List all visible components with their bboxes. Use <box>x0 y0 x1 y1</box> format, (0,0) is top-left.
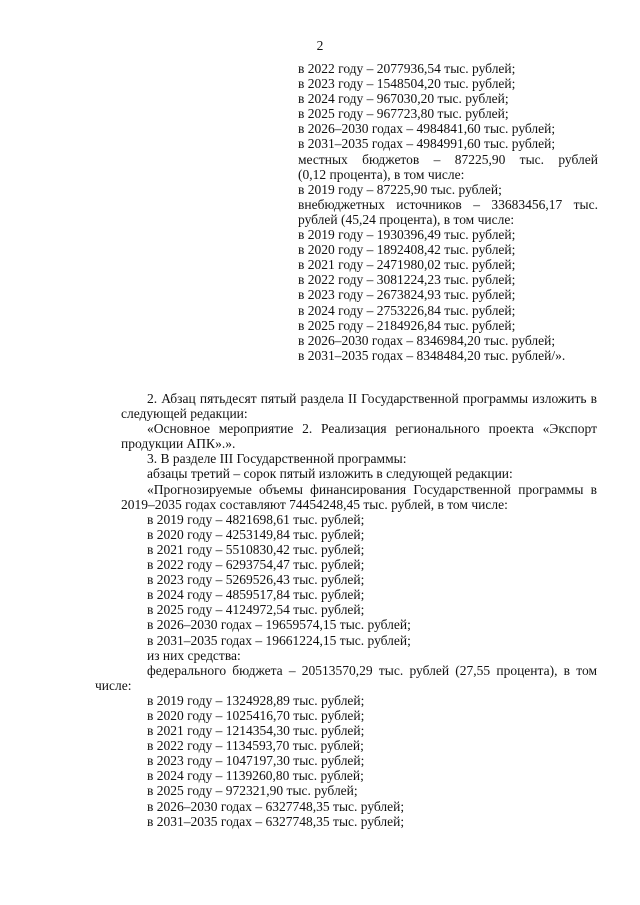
list-item: в 2023 году – 5269526,43 тыс. рублей; <box>147 572 365 588</box>
list-item: в 2020 году – 1892408,42 тыс. рублей; <box>298 242 516 258</box>
list-item: в 2019 году – 87225,90 тыс. рублей; <box>298 181 502 197</box>
list-item: в 2025 году – 972321,90 тыс. рублей; <box>147 783 358 799</box>
list-item: в 2025 году – 967723,80 тыс. рублей; <box>298 106 509 122</box>
list-item: в 2026–2030 годах – 6327748,35 тыс. рублей; <box>147 798 405 814</box>
list-item: в 2023 году – 2673824,93 тыс. рублей; <box>298 287 516 303</box>
list-item: в 2026–2030 годах – 4984841,60 тыс. рублей; <box>298 121 556 137</box>
list-item: в 2024 году – 967030,20 тыс. рублей; <box>298 91 509 107</box>
list-item: в 2021 году – 5510830,42 тыс. рублей; <box>147 541 365 557</box>
list-item: в 2026–2030 годах – 19659574,15 тыс. рублей; <box>147 617 411 633</box>
list-item: в 2019 году – 1324928,89 тыс. рублей; <box>147 692 365 708</box>
section2-paragraph: 2. Абзац пятьдесят пятый раздела II Государственной программы изложить в следующей редакции: <box>121 391 597 422</box>
list-item: в 2023 году – 1548504,20 тыс. рублей; <box>298 76 516 92</box>
list-item: в 2031–2035 годах – 4984991,60 тыс. рублей; <box>298 136 556 152</box>
local-budget-line: местных бюджетов – 87225,90 тыс. рублей <box>298 151 598 167</box>
section3-subheading: абзацы третий – сорок пятый изложить в следующей редакции: <box>147 466 513 482</box>
list-item: в 2025 году – 2184926,84 тыс. рублей; <box>298 317 516 333</box>
list-item: в 2022 году – 6293754,47 тыс. рублей; <box>147 557 365 573</box>
section3-intro: «Прогнозируемые объемы финансирования Государственной программы в 2019–2035 годах составляют 74454248,45 тыс. рублей, в том числе: <box>121 481 597 512</box>
list-item: в 2026–2030 годах – 8346984,20 тыс. рублей; <box>298 332 556 348</box>
list-item: в 2021 году – 1214354,30 тыс. рублей; <box>147 723 365 739</box>
extrabudget-share: рублей (45,24 процента), в том числе: <box>298 211 515 227</box>
from-them-label: из них средства: <box>147 647 241 663</box>
list-item: в 2025 году – 4124972,54 тыс. рублей; <box>147 602 365 618</box>
list-item: в 2021 году – 2471980,02 тыс. рублей; <box>298 257 516 273</box>
list-item: в 2023 году – 1047197,30 тыс. рублей; <box>147 753 365 769</box>
list-item: в 2024 году – 2753226,84 тыс. рублей; <box>298 302 516 318</box>
list-item: в 2020 году – 4253149,84 тыс. рублей; <box>147 526 365 542</box>
list-item: в 2031–2035 годах – 6327748,35 тыс. рублей; <box>147 813 405 829</box>
main-text <box>95 391 597 829</box>
list-item: в 2031–2035 годах – 19661224,15 тыс. рублей; <box>147 632 411 648</box>
list-item: в 2031–2035 годах – 8348484,20 тыс. рублей/». <box>298 347 566 363</box>
top-funding-block <box>298 61 598 363</box>
list-item: в 2024 году – 4859517,84 тыс. рублей; <box>147 587 365 603</box>
section3-heading: 3. В разделе III Государственной программы: <box>147 451 407 467</box>
list-item: в 2022 году – 1134593,70 тыс. рублей; <box>147 738 364 754</box>
section2-quote: «Основное мероприятие 2. Реализация регионального проекта «Экспорт продукции АПК».». <box>121 421 597 452</box>
local-budget-share: (0,12 процента), в том числе: <box>298 166 465 182</box>
list-item: в 2019 году – 1930396,49 тыс. рублей; <box>298 227 516 243</box>
list-item: в 2022 году – 2077936,54 тыс. рублей; <box>298 61 516 76</box>
list-item: в 2022 году – 3081224,23 тыс. рублей; <box>298 272 516 288</box>
list-item: в 2020 году – 1025416,70 тыс. рублей; <box>147 707 365 723</box>
federal-budget-continuation: числе: <box>95 677 132 693</box>
list-item: в 2024 году – 1139260,80 тыс. рублей; <box>147 768 364 784</box>
list-item: в 2019 году – 4821698,61 тыс. рублей; <box>147 511 365 527</box>
page-number: 2 <box>316 38 324 53</box>
federal-budget-line: федерального бюджета – 20513570,29 тыс. рублей (27,55 процента), в том <box>147 662 597 678</box>
extrabudget-line: внебюджетных источников – 33683456,17 тыс. <box>298 196 598 212</box>
